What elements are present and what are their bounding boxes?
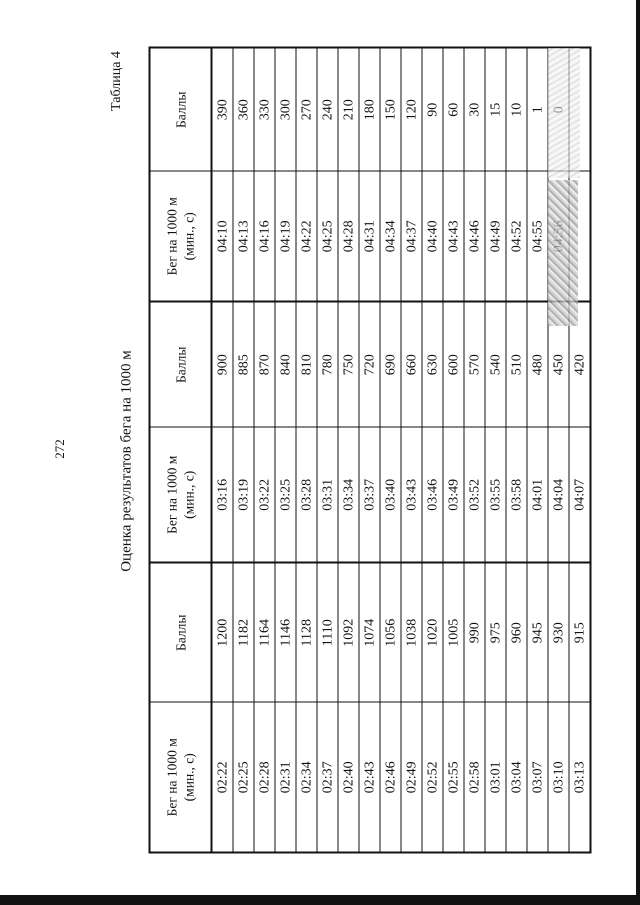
table-title: Оценка результатов бега на 1000 м <box>118 350 135 572</box>
time-cell: 04:10 <box>211 171 233 301</box>
time-cell: 03:55 <box>485 427 506 562</box>
time-cell: 03:07 <box>527 702 548 852</box>
time-cell: 03:19 <box>233 427 254 562</box>
time-cell: 03:13 <box>569 702 591 852</box>
table-label: Таблица 4 <box>109 51 124 111</box>
time-cell: 03:40 <box>380 427 401 562</box>
scan-edge-bottom <box>0 895 640 905</box>
points-cell: 1005 <box>443 562 464 702</box>
header-points-3: Баллы <box>149 47 211 171</box>
time-cell: 03:28 <box>296 427 317 562</box>
table-row <box>296 47 317 852</box>
results-table <box>148 46 591 853</box>
time-cell: 03:58 <box>506 427 527 562</box>
time-cell: 04:22 <box>296 171 317 301</box>
points-cell: 60 <box>443 47 464 171</box>
points-cell: 960 <box>506 562 527 702</box>
points-cell: 930 <box>548 562 569 702</box>
time-cell: 03:52 <box>464 427 485 562</box>
points-cell: 1056 <box>380 562 401 702</box>
points-cell: 750 <box>338 301 359 427</box>
points-cell: 150 <box>380 47 401 171</box>
time-cell: 04:16 <box>254 171 275 301</box>
time-cell: 02:25 <box>233 702 254 852</box>
time-cell: 02:28 <box>254 702 275 852</box>
points-cell: 210 <box>338 47 359 171</box>
table-row <box>485 47 506 852</box>
time-cell: 04:13 <box>233 171 254 301</box>
points-cell: 480 <box>527 301 548 427</box>
table-row <box>317 47 338 852</box>
points-cell: 30 <box>464 47 485 171</box>
points-cell: 240 <box>317 47 338 171</box>
table-row <box>233 47 254 852</box>
table-body <box>211 47 590 852</box>
points-cell: 810 <box>296 301 317 427</box>
points-cell: 945 <box>527 562 548 702</box>
points-cell: 975 <box>485 562 506 702</box>
time-cell: 03:46 <box>422 427 443 562</box>
table-row <box>359 47 380 852</box>
header-time-2: Бег на 1000 м (мин., с) <box>149 427 211 562</box>
page-number: 272 <box>52 439 67 459</box>
points-cell: 900 <box>211 301 233 427</box>
points-cell: 720 <box>359 301 380 427</box>
points-cell: 1074 <box>359 562 380 702</box>
points-cell: 870 <box>254 301 275 427</box>
points-cell: 300 <box>275 47 296 171</box>
time-cell: 02:58 <box>464 702 485 852</box>
time-cell: 04:46 <box>464 171 485 301</box>
time-cell: 02:52 <box>422 702 443 852</box>
points-cell: 1092 <box>338 562 359 702</box>
time-cell: 03:01 <box>485 702 506 852</box>
points-cell: 390 <box>211 47 233 171</box>
points-cell: 1200 <box>211 562 233 702</box>
time-cell: 04:01 <box>527 427 548 562</box>
time-cell: 02:22 <box>211 702 233 852</box>
points-cell: 1146 <box>275 562 296 702</box>
points-cell: 1110 <box>317 562 338 702</box>
table-row <box>211 47 233 852</box>
points-cell: 915 <box>569 562 591 702</box>
time-cell: 04:25 <box>317 171 338 301</box>
header-row <box>149 47 211 852</box>
points-cell: 990 <box>464 562 485 702</box>
time-cell: 02:34 <box>296 702 317 852</box>
points-cell: 660 <box>401 301 422 427</box>
time-cell: 02:46 <box>380 702 401 852</box>
points-cell: 1128 <box>296 562 317 702</box>
header-time-1: Бег на 1000 м (мин., с) <box>149 702 211 852</box>
time-cell: 02:40 <box>338 702 359 852</box>
points-cell: 1038 <box>401 562 422 702</box>
time-cell: 04:43 <box>443 171 464 301</box>
time-cell: 04:52 <box>506 171 527 301</box>
table-row <box>464 47 485 852</box>
points-cell: 600 <box>443 301 464 427</box>
points-cell: 360 <box>233 47 254 171</box>
time-cell: 02:37 <box>317 702 338 852</box>
time-cell: 04:31 <box>359 171 380 301</box>
time-cell: 04:49 <box>485 171 506 301</box>
points-cell: 270 <box>296 47 317 171</box>
table-row <box>422 47 443 852</box>
points-cell: 1 <box>527 47 548 171</box>
header-points-1: Баллы <box>149 562 211 702</box>
table-row <box>401 47 422 852</box>
points-cell: 330 <box>254 47 275 171</box>
points-cell: 420 <box>569 301 591 427</box>
table-row <box>443 47 464 852</box>
time-cell: 03:43 <box>401 427 422 562</box>
time-cell: 03:04 <box>506 702 527 852</box>
points-cell: 540 <box>485 301 506 427</box>
time-cell: 03:49 <box>443 427 464 562</box>
time-cell: 04:55 <box>527 171 548 301</box>
table-row <box>527 47 548 852</box>
header-time-3: Бег на 1000 м (мин., с) <box>149 171 211 301</box>
points-cell: 690 <box>380 301 401 427</box>
time-cell: 02:49 <box>401 702 422 852</box>
points-cell: 840 <box>275 301 296 427</box>
table-row <box>380 47 401 852</box>
time-cell: 04:28 <box>338 171 359 301</box>
points-cell: 1164 <box>254 562 275 702</box>
time-cell: 03:37 <box>359 427 380 562</box>
points-cell: 780 <box>317 301 338 427</box>
time-cell: 04:19 <box>275 171 296 301</box>
time-cell: 03:34 <box>338 427 359 562</box>
points-cell: 510 <box>506 301 527 427</box>
points-cell: 10 <box>506 47 527 171</box>
time-cell: 02:43 <box>359 702 380 852</box>
points-cell: 630 <box>422 301 443 427</box>
header-points-2: Баллы <box>149 301 211 427</box>
table-row <box>275 47 296 852</box>
time-cell: 04:34 <box>380 171 401 301</box>
time-cell: 04:37 <box>401 171 422 301</box>
results-table-container <box>148 48 587 853</box>
scan-edge-right <box>636 0 640 905</box>
points-cell: 450 <box>548 301 569 427</box>
points-cell: 90 <box>422 47 443 171</box>
time-cell: 03:31 <box>317 427 338 562</box>
time-cell: 03:16 <box>211 427 233 562</box>
time-cell: 02:55 <box>443 702 464 852</box>
points-cell: 15 <box>485 47 506 171</box>
time-cell: 03:10 <box>548 702 569 852</box>
time-cell: 03:22 <box>254 427 275 562</box>
scan-artifact <box>548 48 580 178</box>
time-cell: 04:40 <box>422 171 443 301</box>
table-row <box>506 47 527 852</box>
scan-artifact <box>548 180 578 326</box>
table-row <box>254 47 275 852</box>
time-cell: 03:25 <box>275 427 296 562</box>
points-cell: 1182 <box>233 562 254 702</box>
points-cell: 570 <box>464 301 485 427</box>
time-cell: 04:04 <box>548 427 569 562</box>
points-cell: 180 <box>359 47 380 171</box>
points-cell: 885 <box>233 301 254 427</box>
time-cell: 04:07 <box>569 427 591 562</box>
points-cell: 120 <box>401 47 422 171</box>
table-row <box>338 47 359 852</box>
points-cell: 1020 <box>422 562 443 702</box>
time-cell: 02:31 <box>275 702 296 852</box>
